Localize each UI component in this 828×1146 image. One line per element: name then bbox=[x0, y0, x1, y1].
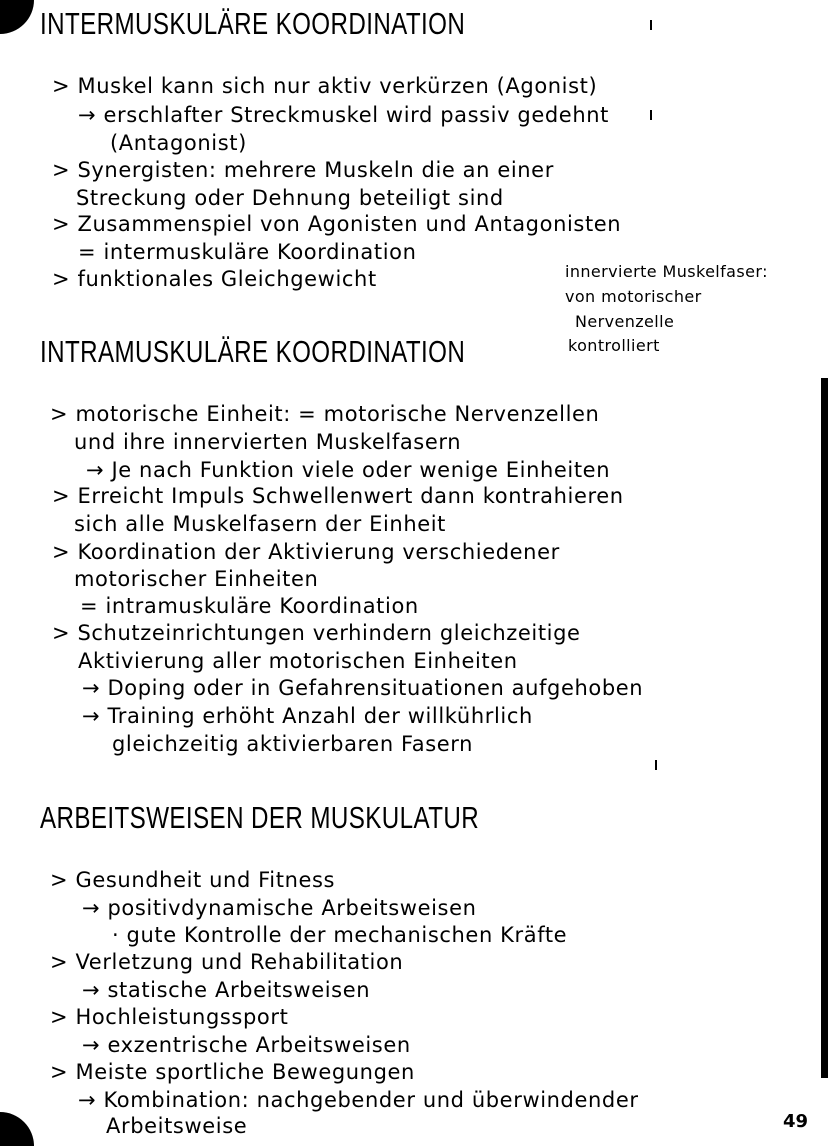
text-line: > Hochleistungssport bbox=[50, 1005, 289, 1029]
margin-note-line: kontrolliert bbox=[568, 336, 660, 355]
text-line: Arbeitsweise bbox=[106, 1114, 248, 1138]
text-line: > Erreicht Impuls Schwellenwert dann kontrahieren bbox=[52, 484, 624, 508]
text-line: > Zusammenspiel von Agonisten und Antagonisten bbox=[52, 212, 622, 236]
text-line: > Koordination der Aktivierung verschiedener bbox=[52, 540, 560, 564]
scan-speck bbox=[650, 20, 652, 30]
text-line: (Antagonist) bbox=[110, 131, 247, 155]
margin-note-line: innervierte Muskelfaser: bbox=[565, 262, 768, 281]
scan-corner-bottom-left bbox=[0, 1112, 34, 1146]
scan-edge-right bbox=[821, 378, 828, 1078]
text-line: > Gesundheit und Fitness bbox=[50, 868, 336, 892]
page-number: 49 bbox=[782, 1111, 808, 1132]
margin-note-line: Nervenzelle bbox=[575, 312, 675, 331]
text-line: → statische Arbeitsweisen bbox=[82, 978, 371, 1002]
text-line: → Training erhöht Anzahl der willkührlich bbox=[82, 704, 533, 728]
text-line: motorischer Einheiten bbox=[74, 567, 319, 591]
text-line: Aktivierung aller motorischen Einheiten bbox=[78, 649, 518, 673]
text-line: > Synergisten: mehrere Muskeln die an einer bbox=[52, 158, 554, 182]
heading-intramuskulaere-koordination: INTRAMUSKULÄRE KOORDINATION bbox=[40, 334, 466, 369]
text-line: → exzentrische Arbeitsweisen bbox=[82, 1033, 411, 1057]
text-line: gleichzeitig aktivierbaren Fasern bbox=[112, 732, 474, 756]
text-line: → Je nach Funktion viele oder wenige Einheiten bbox=[86, 458, 611, 482]
scan-corner-top-left bbox=[0, 0, 34, 34]
text-line: > Verletzung und Rehabilitation bbox=[50, 950, 404, 974]
heading-arbeitsweisen-der-muskulatur: ARBEITSWEISEN DER MUSKULATUR bbox=[40, 800, 480, 835]
text-line: = intramuskuläre Koordination bbox=[80, 594, 419, 618]
text-line: > funktionales Gleichgewicht bbox=[52, 267, 377, 291]
text-line: > Muskel kann sich nur aktiv verkürzen (Agonist) bbox=[52, 74, 598, 98]
scan-speck bbox=[655, 760, 657, 770]
text-line: → erschlafter Streckmuskel wird passiv gedehnt bbox=[78, 103, 609, 127]
text-line: > Meiste sportliche Bewegungen bbox=[50, 1060, 415, 1084]
text-line: > motorische Einheit: = motorische Nervenzellen bbox=[50, 402, 600, 426]
scan-speck bbox=[650, 110, 652, 120]
text-line: sich alle Muskelfasern der Einheit bbox=[74, 512, 447, 536]
text-line: Streckung oder Dehnung beteiligt sind bbox=[76, 186, 504, 210]
text-line: → Kombination: nachgebender und überwindender bbox=[78, 1088, 639, 1112]
text-line: = intermuskuläre Koordination bbox=[78, 240, 417, 264]
text-line: > Schutzeinrichtungen verhindern gleichzeitige bbox=[52, 621, 581, 645]
heading-intermuskulaere-koordination: INTERMUSKULÄRE KOORDINATION bbox=[40, 6, 466, 41]
text-line: → positivdynamische Arbeitsweisen bbox=[82, 896, 477, 920]
margin-note-line: von motorischer bbox=[565, 287, 702, 306]
text-line: · gute Kontrolle der mechanischen Kräfte bbox=[112, 923, 568, 947]
text-line: und ihre innervierten Muskelfasern bbox=[74, 430, 462, 454]
text-line: → Doping oder in Gefahrensituationen aufgehoben bbox=[82, 676, 644, 700]
